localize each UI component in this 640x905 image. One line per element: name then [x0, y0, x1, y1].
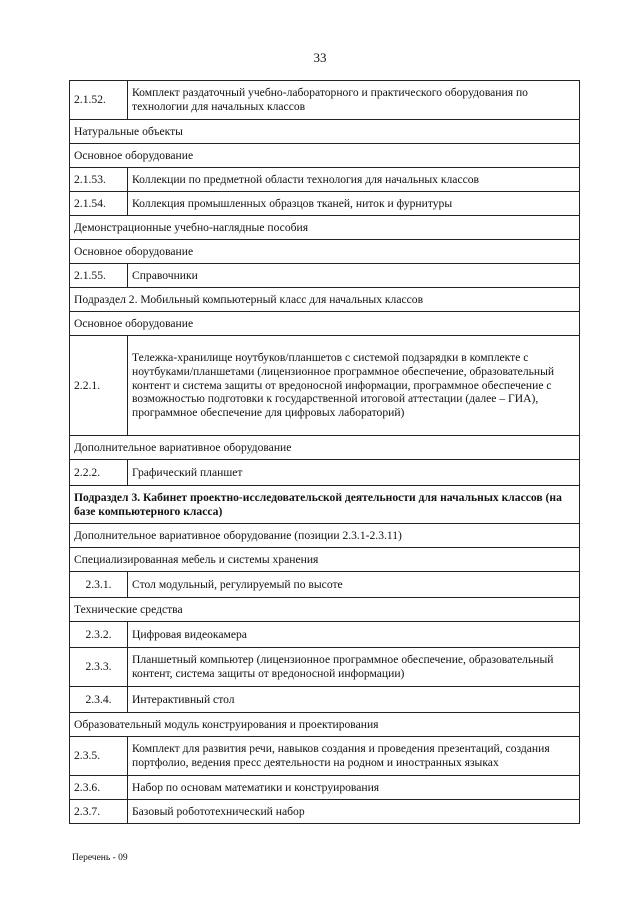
- table-row: [70, 622, 580, 648]
- section-heading: Основное оборудование: [70, 240, 580, 264]
- item-description: Набор по основам математики и конструирования: [128, 776, 580, 800]
- item-number: 2.3.1.: [70, 572, 128, 598]
- section-heading: Дополнительное вариативное оборудование (позиции 2.3.1-2.3.11): [70, 524, 580, 548]
- item-number: 2.1.53.: [70, 168, 128, 192]
- item-description: Комплект раздаточный учебно-лабораторного и практического оборудования по технологии для начальных классов: [128, 81, 580, 120]
- section-heading: Технические средства: [70, 598, 580, 622]
- item-number: 2.1.54.: [70, 192, 128, 216]
- item-description: Базовый робототехнический набор: [128, 800, 580, 824]
- section-heading: Демонстрационные учебно-наглядные пособия: [70, 216, 580, 240]
- item-number: 2.3.6.: [70, 776, 128, 800]
- section-heading: Основное оборудование: [70, 144, 580, 168]
- item-number: 2.3.2.: [70, 622, 128, 648]
- section-row: [70, 486, 580, 524]
- item-description: Коллекция промышленных образцов тканей, ниток и фурнитуры: [128, 192, 580, 216]
- item-description: Комплект для развития речи, навыков создания и проведения презентаций, создания портфолио, ведения пресс деятельности на родном и иностранных языках: [128, 737, 580, 776]
- item-number: 2.3.3.: [70, 648, 128, 687]
- footer-label: Перечень - 09: [72, 853, 128, 863]
- table-row: [70, 648, 580, 687]
- table-row: [70, 168, 580, 192]
- section-row: [70, 548, 580, 572]
- table-row: [70, 572, 580, 598]
- item-description: Тележка-хранилище ноутбуков/планшетов с системой подзарядки в комплекте с ноутбуками/планшетами (лицензионное программное обеспечение, образовательный контент и система защиты от вредоносной информации, программное обеспечение с возможностью подготовки к государственной итоговой аттестации (далее – ГИА), программное обеспечение для цифровых лабораторий): [128, 336, 580, 436]
- item-description: Коллекции по предметной области технология для начальных классов: [128, 168, 580, 192]
- item-description: Интерактивный стол: [128, 687, 580, 713]
- item-description: Графический планшет: [128, 460, 580, 486]
- section-heading: Дополнительное вариативное оборудование: [70, 436, 580, 460]
- item-description: Планшетный компьютер (лицензионное программное обеспечение, образовательный контент, система защиты от вредоносной информации): [128, 648, 580, 687]
- table-row: [70, 336, 580, 436]
- section-heading: Образовательный модуль конструирования и проектирования: [70, 713, 580, 737]
- item-number: 2.2.1.: [70, 336, 128, 436]
- section-row: [70, 240, 580, 264]
- section-row: [70, 436, 580, 460]
- section-heading: Основное оборудование: [70, 312, 580, 336]
- table-row: [70, 800, 580, 824]
- section-row: [70, 120, 580, 144]
- item-number: 2.3.5.: [70, 737, 128, 776]
- table-row: [70, 81, 580, 120]
- section-row: [70, 144, 580, 168]
- section-row: [70, 288, 580, 312]
- item-number: 2.2.2.: [70, 460, 128, 486]
- table-row: [70, 737, 580, 776]
- table-row: [70, 460, 580, 486]
- item-description: Справочники: [128, 264, 580, 288]
- item-description: Цифровая видеокамера: [128, 622, 580, 648]
- item-description: Стол модульный, регулируемый по высоте: [128, 572, 580, 598]
- section-heading: Натуральные объекты: [70, 120, 580, 144]
- item-number: 2.1.52.: [70, 81, 128, 120]
- section-row: [70, 312, 580, 336]
- section-row: [70, 713, 580, 737]
- equipment-table: [69, 80, 580, 824]
- item-number: 2.1.55.: [70, 264, 128, 288]
- subsection-heading: Подраздел 3. Кабинет проектно-исследовательской деятельности для начальных классов (на базе компьютерного класса): [70, 486, 580, 524]
- item-number: 2.3.4.: [70, 687, 128, 713]
- section-row: [70, 524, 580, 548]
- section-heading: Подраздел 2. Мобильный компьютерный класс для начальных классов: [70, 288, 580, 312]
- section-row: [70, 598, 580, 622]
- table-row: [70, 264, 580, 288]
- section-row: [70, 216, 580, 240]
- table-row: [70, 192, 580, 216]
- section-heading: Специализированная мебель и системы хранения: [70, 548, 580, 572]
- table-row: [70, 776, 580, 800]
- item-number: 2.3.7.: [70, 800, 128, 824]
- page-number: 33: [313, 50, 327, 65]
- table-row: [70, 687, 580, 713]
